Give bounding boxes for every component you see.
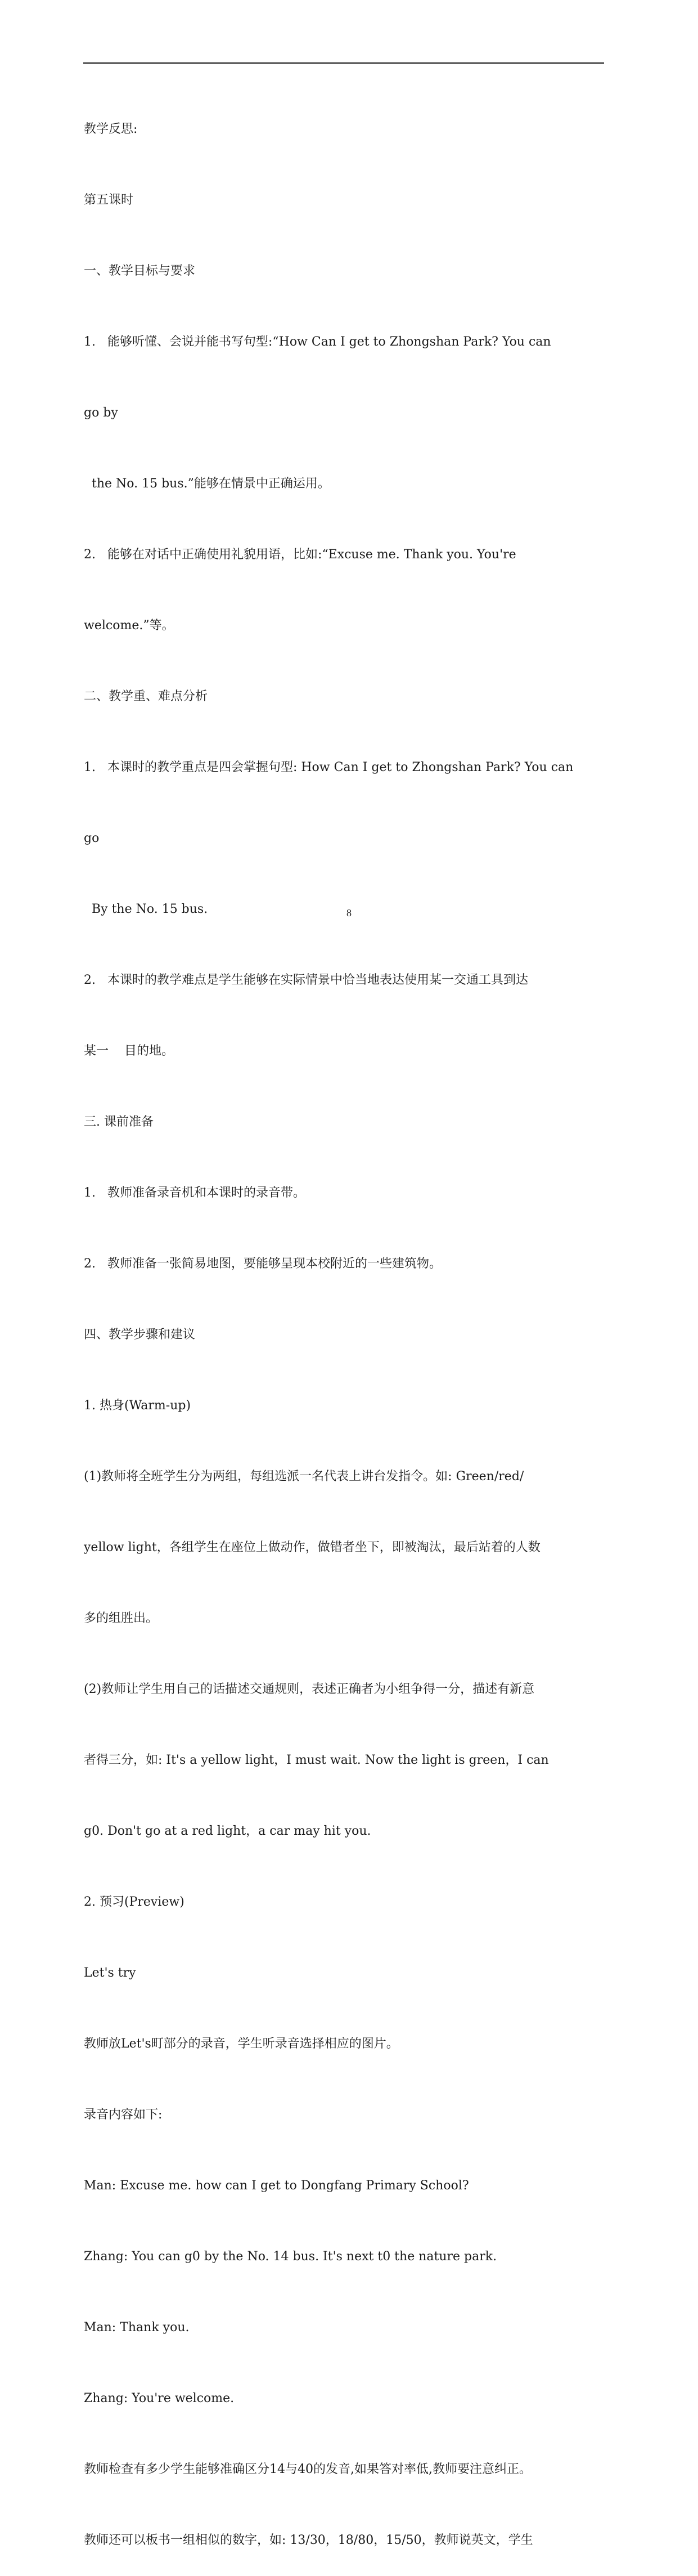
text-line: 四、教学步骤和建议	[84, 1328, 196, 1342]
page-number: 8	[346, 907, 352, 919]
text-line: Zhang: You can g0 by the No. 14 bus. It's next t0 the nature park.	[84, 2250, 497, 2264]
text-line: go by	[84, 406, 118, 420]
text-line: 录音内容如下:	[84, 2108, 163, 2122]
text-line: 2. 预习(Preview)	[84, 1895, 184, 1909]
text-line: 2. 教师准备一张简易地图，要能够呈现本校附近的一些建筑物。	[84, 1257, 442, 1271]
text-line: 一、教学目标与要求	[84, 264, 196, 278]
text-line: 教师放Let's町部分的录音，学生听录音选择相应的图片。	[84, 2037, 399, 2051]
text-line: 1. 本课时的教学重点是四会掌握句型: How Can I get to Zhongshan Park? You can	[84, 760, 574, 774]
text-line: 1. 热身(Warm-up)	[84, 1399, 191, 1413]
text-line: yellow light，各组学生在座位上做动作，做错者坐下，即被淘汰，最后站着的人数	[84, 1540, 541, 1554]
text-line: Man: Excuse me. how can I get to Dongfang Primary School?	[84, 2179, 469, 2193]
text-line: 2. 能够在对话中正确使用礼貌用语，比如:“Excuse me. Thank you. You're	[84, 548, 516, 562]
text-line: go	[84, 831, 100, 845]
text-line: Man: Thank you.	[84, 2320, 190, 2335]
text-line: 教师检查有多少学生能够准确区分14与40的发音,如果答对率低,教师要注意纠正。	[84, 2462, 532, 2476]
text-line: g0. Don't go at a red light，a car may hit you.	[84, 1824, 371, 1838]
text-line: welcome.”等。	[84, 619, 174, 633]
text-line: Zhang: You're welcome.	[84, 2391, 235, 2405]
text-line: 三. 课前准备	[84, 1115, 154, 1129]
text-line: 教师还可以板书一组相似的数字，如: 13/30，18/80，15/50，教师说英文，学生	[84, 2533, 533, 2547]
text-line: Let's try	[84, 1966, 136, 1980]
text-line: 2. 本课时的教学难点是学生能够在实际情景中恰当地表达使用某一交通工具到达	[84, 973, 528, 987]
text-line: 某一 目的地。	[84, 1044, 174, 1058]
text-line: the No. 15 bus.”能够在情景中正确运用。	[84, 477, 330, 491]
text-line: 第五课时	[84, 193, 134, 207]
text-line: 1. 能够听懂、会说并能书写句型:“How Can I get to Zhongshan Park? You can	[84, 335, 551, 349]
text-line: 多的组胜出。	[84, 1611, 159, 1625]
text-line: (2)教师让学生用自己的话描述交通规则，表述正确者为小组争得一分，描述有新意	[84, 1682, 535, 1696]
text-line: 者得三分，如: It's a yellow light，I must wait. Now the light is green，I can	[84, 1753, 549, 1767]
text-line: (1)教师将全班学生分为两组，每组选派一名代表上讲台发指令。如: Green/red/	[84, 1470, 524, 1484]
text-line: 二、教学重、难点分析	[84, 689, 208, 704]
header-rule	[83, 62, 604, 64]
text-line: By the No. 15 bus.	[84, 902, 208, 916]
text-line: 教学反思:	[84, 122, 138, 136]
document-body	[84, 70, 646, 2576]
text-line: 1. 教师准备录音机和本课时的录音带。	[84, 1186, 305, 1200]
